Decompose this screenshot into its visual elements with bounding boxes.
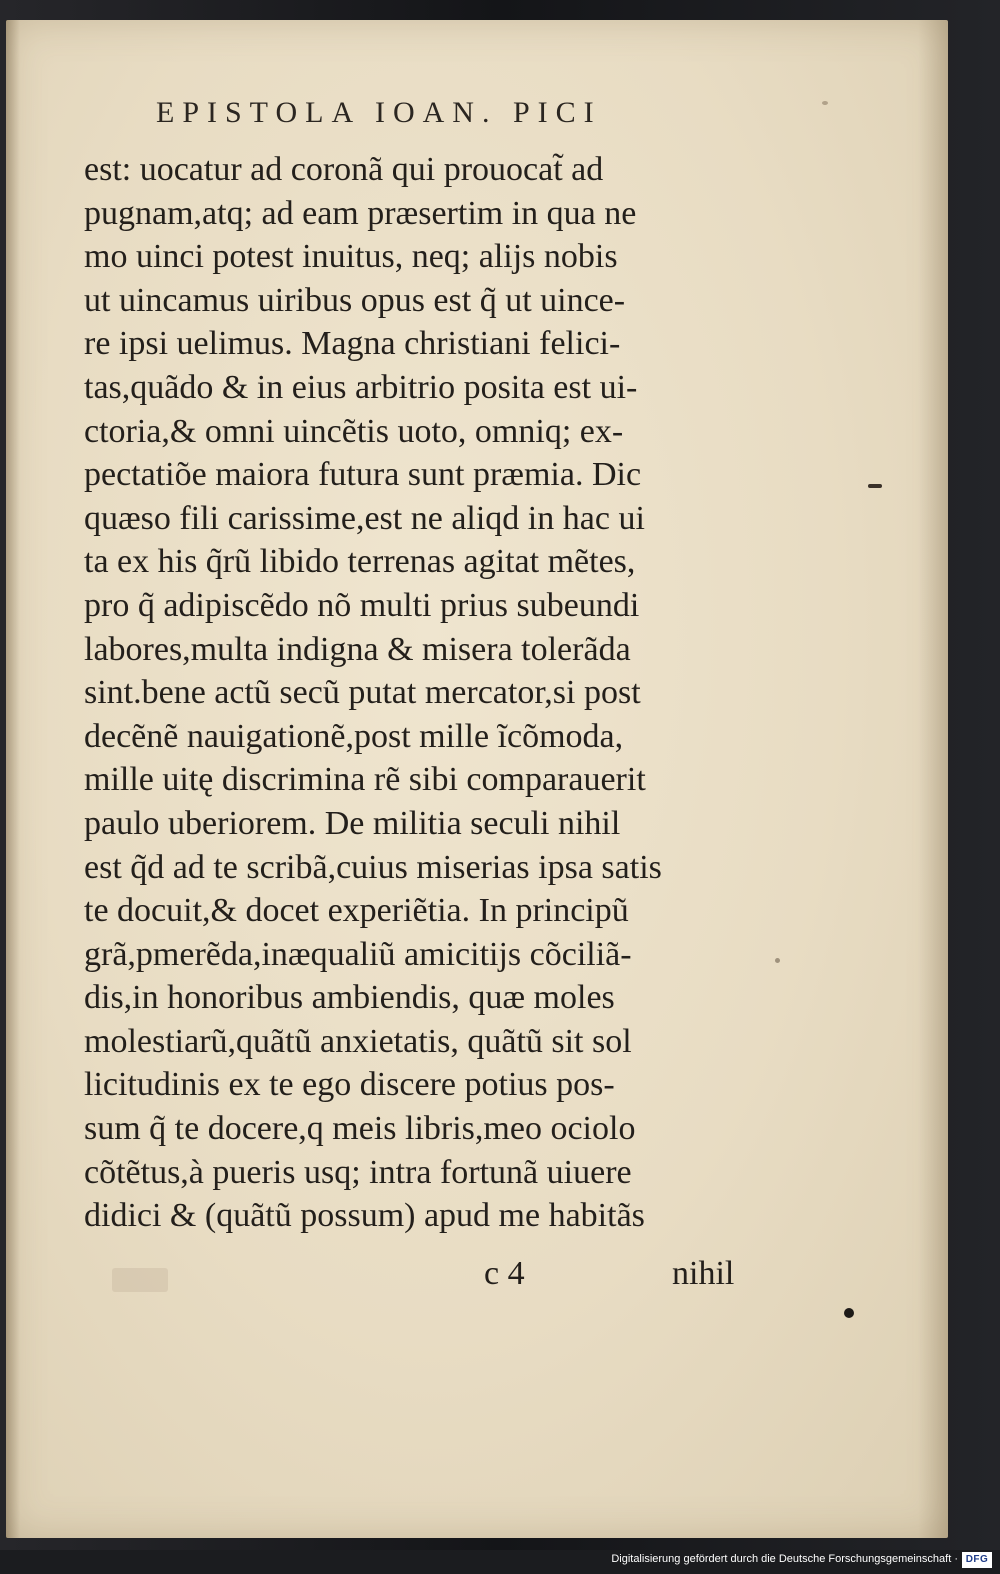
text-line: sint.bene actũ secũ putat mercator,si post: [84, 674, 641, 712]
text-line: grã,pmerẽda,inæqualiũ amicitijs cõciliã-: [84, 935, 632, 973]
paper-speck: [775, 958, 780, 963]
catchword: nihil: [672, 1255, 735, 1292]
text-line: re ipsi uelimus. Magna christiani felici-: [84, 325, 621, 363]
text-line: pro q̃ adipiscẽdo nõ multi prius subeundi: [84, 586, 640, 624]
text-line: sum q̃ te docere,q meis libris,meo ociolo: [84, 1110, 636, 1148]
text-line: ta ex his q̃rũ libido terrenas agitat mẽtes,: [84, 543, 636, 581]
text-line: tas,quãdo & in eius arbitrio posita est ui-: [84, 368, 638, 406]
text-line: ctoria,& omni uincẽtis uoto, omniq; ex-: [84, 412, 624, 450]
text-line: cõtẽtus,à pueris usq; intra fortunã uiuere: [84, 1153, 632, 1191]
page-left-edge-shadow: [6, 20, 20, 1538]
text-line: didici & (quãtũ possum) apud me habitãs: [84, 1197, 645, 1235]
text-line: mille uitę discrimina rẽ sibi comparauerit: [84, 761, 646, 799]
text-line: decẽnẽ nauigationẽ,post mille ĩcõmoda,: [84, 717, 624, 755]
dfg-logo: DFG: [962, 1552, 992, 1568]
text-line: quæso fili carissime,est ne aliqd in hac ui: [84, 499, 645, 537]
running-head: EPISTOLA IOAN. PICI: [156, 96, 602, 129]
text-line: est: uocatur ad coronã qui prouocat̃ ad: [84, 151, 604, 188]
body-text: [84, 148, 764, 1238]
text-line: molestiarũ,quãtũ anxietatis, quãtũ sit sol: [84, 1022, 632, 1060]
text-line: paulo uberiorem. De militia seculi nihil: [84, 804, 621, 842]
margin-ink-mark: [868, 484, 882, 488]
text-line: dis,in honoribus ambiendis, quæ moles: [84, 979, 615, 1017]
funding-credit: Digitalisierung gefördert durch die Deutsche Forschungsgemeinschaft ·: [611, 1553, 958, 1565]
text-line: pugnam,atq; ad eam præsertim in qua ne: [84, 194, 637, 232]
signature-mark: c 4: [484, 1255, 525, 1292]
text-line: est q̃d ad te scribã,cuius miserias ipsa satis: [84, 848, 662, 886]
ink-offset-smudge: [112, 1268, 168, 1292]
margin-ink-dot: [844, 1308, 854, 1318]
text-line: labores,multa indigna & misera tolerãda: [84, 630, 631, 668]
page-right-edge-shadow: [918, 20, 948, 1538]
text-line: licitudinis ex te ego discere potius pos-: [84, 1066, 615, 1104]
text-line: te docuit,& docet experiẽtia. In principũ: [84, 892, 629, 930]
text-line: ut uincamus uiribus opus est q̃ ut uince-: [84, 281, 626, 319]
text-line: mo uinci potest inuitus, neq; alijs nobis: [84, 238, 618, 276]
text-line: pectatiõe maiora futura sunt præmia. Dic: [84, 456, 642, 494]
paper-speck: [822, 101, 828, 105]
